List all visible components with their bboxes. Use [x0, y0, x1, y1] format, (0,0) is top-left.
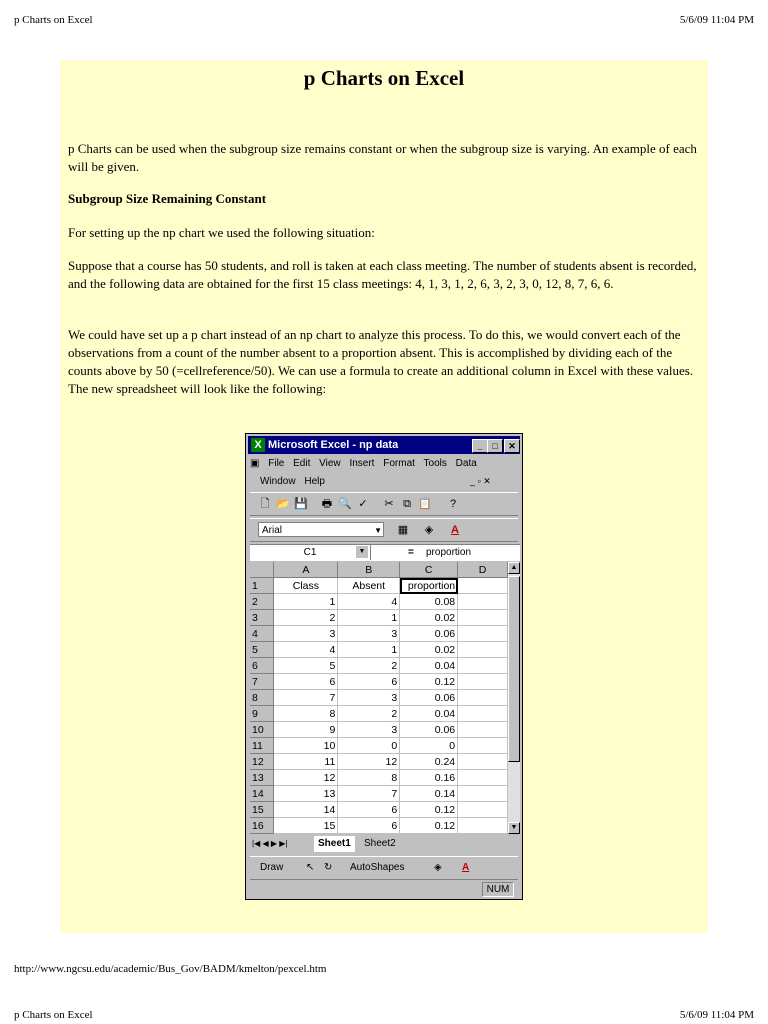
save-icon[interactable]: 💾 — [294, 498, 308, 510]
spelling-icon[interactable]: ✓ — [358, 498, 368, 510]
cell[interactable]: 2 — [274, 610, 338, 626]
cell[interactable]: 3 — [338, 722, 400, 738]
status-bar — [250, 882, 518, 897]
column-header-b[interactable]: B — [338, 562, 400, 578]
column-header-row — [250, 562, 508, 578]
menu-format[interactable]: Format — [383, 458, 415, 469]
cell[interactable] — [458, 786, 508, 802]
tab-scroll-icons[interactable]: |◀ ◀ ▶ ▶| — [252, 839, 288, 848]
cell[interactable]: 8 — [338, 770, 400, 786]
row-header[interactable]: 14 — [250, 786, 274, 802]
cell[interactable] — [458, 738, 508, 754]
page-title: p Charts on Excel — [303, 66, 465, 90]
cell[interactable]: 2 — [338, 658, 400, 674]
cell[interactable] — [458, 802, 508, 818]
cell[interactable]: 15 — [274, 818, 338, 834]
formula-equals: = — [408, 547, 414, 558]
section-heading: Subgroup Size Remaining Constant — [68, 191, 267, 206]
help-icon[interactable]: ? — [449, 498, 457, 510]
drawing-toolbar — [250, 856, 518, 880]
row-header[interactable]: 5 — [250, 642, 274, 658]
scroll-thumb[interactable] — [508, 576, 520, 762]
cell[interactable]: proportion — [400, 578, 458, 594]
column-header-a[interactable]: A — [274, 562, 338, 578]
cell[interactable] — [458, 642, 508, 658]
menu-bar-row2 — [250, 476, 331, 487]
cell[interactable]: 6 — [338, 674, 400, 690]
maximize-icon[interactable]: □ — [487, 439, 503, 453]
standard-toolbar — [250, 492, 518, 516]
row-header[interactable]: 15 — [250, 802, 274, 818]
table-row — [250, 626, 508, 642]
column-header-d[interactable]: D — [458, 562, 508, 578]
row-header[interactable]: 12 — [250, 754, 274, 770]
print-icon[interactable]: 🖶 — [321, 498, 333, 510]
new-icon[interactable]: 🗋 — [260, 498, 270, 510]
table-row — [250, 706, 508, 722]
draw-font-color-icon[interactable]: A — [462, 862, 470, 873]
cell[interactable]: 11 — [274, 754, 338, 770]
cell[interactable]: 9 — [274, 722, 338, 738]
setup-paragraph: For setting up the np chart we used the following situation: — [68, 225, 375, 240]
cell[interactable]: 6 — [338, 818, 400, 834]
cell[interactable] — [458, 722, 508, 738]
cell[interactable]: 0.02 — [400, 610, 458, 626]
cell[interactable]: 0 — [400, 738, 458, 754]
autoshapes-menu[interactable]: AutoShapes — [350, 862, 405, 873]
cell[interactable]: 12 — [338, 754, 400, 770]
menu-data[interactable]: Data — [455, 458, 477, 469]
cell[interactable]: 8 — [274, 706, 338, 722]
excel-window-title: Microsoft Excel - np data — [268, 439, 399, 451]
name-box[interactable]: C1 — [250, 545, 371, 560]
cell[interactable]: Absent — [338, 578, 400, 594]
table-row — [250, 642, 508, 658]
cell[interactable] — [458, 594, 508, 610]
row-header[interactable]: 4 — [250, 626, 274, 642]
cell[interactable] — [458, 690, 508, 706]
cell[interactable]: 0.04 — [400, 706, 458, 722]
row-header[interactable]: 13 — [250, 770, 274, 786]
cell[interactable]: 0.14 — [400, 786, 458, 802]
cell[interactable] — [458, 658, 508, 674]
cell[interactable]: 13 — [274, 786, 338, 802]
menu-help[interactable]: Help — [304, 476, 325, 487]
row-header[interactable]: 9 — [250, 706, 274, 722]
cell[interactable]: 4 — [274, 642, 338, 658]
cell[interactable]: 14 — [274, 802, 338, 818]
column-header-c[interactable]: C — [400, 562, 458, 578]
cell[interactable] — [458, 610, 508, 626]
cell[interactable]: 3 — [274, 626, 338, 642]
cell[interactable] — [458, 754, 508, 770]
close-icon[interactable]: ✕ — [504, 439, 520, 453]
draw-fill-color-icon[interactable]: ◈ — [434, 862, 442, 873]
table-row — [250, 658, 508, 674]
table-row — [250, 690, 508, 706]
menu-bar — [250, 458, 483, 469]
print-footer-title: p Charts on Excel — [14, 1009, 93, 1021]
cell-table — [250, 562, 508, 834]
cell[interactable]: 0.06 — [400, 722, 458, 738]
cell[interactable] — [458, 770, 508, 786]
font-select[interactable] — [258, 522, 384, 537]
print-preview-icon[interactable]: 🔍 — [338, 498, 352, 510]
table-row — [250, 754, 508, 770]
rotate-icon[interactable]: ↻ — [324, 862, 333, 873]
draw-menu[interactable]: Draw — [260, 862, 284, 873]
font-name: Arial — [262, 525, 283, 536]
cell[interactable] — [458, 626, 508, 642]
cell[interactable]: 0.04 — [400, 658, 458, 674]
menu-view[interactable]: View — [319, 458, 341, 469]
select-pointer-icon[interactable]: ↖ — [306, 862, 315, 873]
cell[interactable]: 1 — [338, 610, 400, 626]
row-header[interactable]: 11 — [250, 738, 274, 754]
table-row — [250, 578, 508, 594]
tab-sheet2[interactable]: Sheet2 — [364, 838, 396, 849]
cell[interactable]: 0.16 — [400, 770, 458, 786]
cell[interactable]: 0.24 — [400, 754, 458, 770]
cell[interactable]: 3 — [338, 626, 400, 642]
print-footer-date: 5/6/09 11:04 PM — [679, 1009, 754, 1021]
num-lock-indicator: NUM — [482, 882, 514, 897]
table-row — [250, 674, 508, 690]
intro-paragraph: p Charts can be used when the subgroup size remains constant or when the subgroup size is varying. An example of each will be given. — [68, 141, 697, 174]
cell[interactable]: 0 — [338, 738, 400, 754]
cell[interactable]: 5 — [274, 658, 338, 674]
paste-icon[interactable]: 📋 — [418, 498, 432, 510]
scroll-up-icon[interactable]: ▲ — [508, 562, 520, 574]
cell[interactable]: 1 — [338, 642, 400, 658]
table-row — [250, 738, 508, 754]
conversion-paragraph: We could have set up a p chart instead of an np chart to analyze this process. To do this, we would convert each of the observations from a count of the number absent to a proportion absent. This is accomplished by dividing each of the counts above by 50 (=cellreference/50). We can use a formula to create an additional column in Excel with these values. The new spreadsheet will look like the following: — [68, 327, 694, 396]
menu-file[interactable]: File — [268, 458, 285, 469]
row-header[interactable]: 3 — [250, 610, 274, 626]
cell[interactable]: 0.12 — [400, 674, 458, 690]
fill-color-icon[interactable]: ◈ — [424, 524, 434, 536]
menu-insert[interactable]: Insert — [349, 458, 375, 469]
cell[interactable]: 0.06 — [400, 690, 458, 706]
formatting-toolbar — [250, 518, 518, 542]
cell[interactable]: 6 — [274, 674, 338, 690]
cell[interactable] — [458, 578, 508, 594]
cell[interactable]: 7 — [338, 786, 400, 802]
row-header[interactable]: 8 — [250, 690, 274, 706]
sheet-tab-bar — [250, 836, 520, 852]
copy-icon[interactable]: ⧉ — [403, 498, 411, 510]
vertical-scrollbar[interactable] — [508, 562, 520, 834]
cell[interactable] — [458, 674, 508, 690]
menu-tools[interactable]: Tools — [423, 458, 447, 469]
tab-sheet1[interactable]: Sheet1 — [314, 836, 355, 852]
cell[interactable]: 10 — [274, 738, 338, 754]
row-header[interactable]: 10 — [250, 722, 274, 738]
cell[interactable]: 0.06 — [400, 626, 458, 642]
chevron-down-icon: ▼ — [374, 526, 382, 535]
cell[interactable]: 0.02 — [400, 642, 458, 658]
cell[interactable] — [458, 706, 508, 722]
cell[interactable]: 2 — [338, 706, 400, 722]
table-row — [250, 770, 508, 786]
print-header-date: 5/6/09 11:04 PM — [679, 14, 754, 26]
row-header[interactable]: 6 — [250, 658, 274, 674]
formula-input[interactable]: proportion — [426, 547, 472, 558]
print-footer-url: http://www.ngcsu.edu/academic/Bus_Gov/BADM/kmelton/pexcel.htm — [14, 963, 327, 975]
scenario-paragraph: Suppose that a course has 50 students, and roll is taken at each class meeting. The number of students absent is recorded, and the following data are obtained for the first 15 class meetings: 4, 1, 3, 1, 2, 6, 3, 2, 3, 0, 12, 8, 7, 6, 6. — [68, 258, 697, 291]
minimize-icon[interactable]: _ — [472, 439, 488, 453]
excel-app-icon: X — [251, 438, 265, 452]
excel-title-bar — [248, 436, 520, 454]
cell[interactable]: Class — [274, 578, 338, 594]
cell[interactable]: 6 — [338, 802, 400, 818]
font-color-icon[interactable]: A — [451, 524, 459, 536]
menu-edit[interactable]: Edit — [293, 458, 311, 469]
formula-bar — [250, 544, 520, 561]
table-row — [250, 722, 508, 738]
open-icon[interactable]: 📂 — [276, 498, 290, 510]
spreadsheet-grid — [250, 562, 508, 834]
row-header[interactable]: 2 — [250, 594, 274, 610]
cell[interactable] — [458, 818, 508, 834]
cell[interactable]: 4 — [338, 594, 400, 610]
table-row — [250, 786, 508, 802]
cell[interactable]: 7 — [274, 690, 338, 706]
row-header[interactable]: 1 — [250, 578, 274, 594]
menu-window[interactable]: Window — [260, 476, 296, 487]
borders-icon[interactable]: ▦ — [397, 524, 409, 536]
name-box-dropdown-icon[interactable]: ▼ — [356, 546, 368, 558]
cell[interactable]: 1 — [274, 594, 338, 610]
cut-icon[interactable]: ✂ — [384, 498, 394, 510]
select-all-corner[interactable] — [250, 562, 274, 578]
cell[interactable]: 3 — [338, 690, 400, 706]
doc-window-controls[interactable]: _ ▫ ✕ — [470, 476, 491, 486]
menu-doc-icon[interactable]: ▣ — [250, 458, 260, 469]
table-row — [250, 802, 508, 818]
row-header[interactable]: 16 — [250, 818, 274, 834]
cell[interactable]: 0.08 — [400, 594, 458, 610]
table-row — [250, 594, 508, 610]
print-header-title: p Charts on Excel — [14, 14, 93, 26]
table-row — [250, 610, 508, 626]
cell[interactable]: 12 — [274, 770, 338, 786]
row-header[interactable]: 7 — [250, 674, 274, 690]
table-row — [250, 818, 508, 834]
cell[interactable]: 0.12 — [400, 802, 458, 818]
cell[interactable]: 0.12 — [400, 818, 458, 834]
scroll-down-icon[interactable]: ▼ — [508, 822, 520, 834]
excel-window-screenshot — [245, 433, 523, 900]
